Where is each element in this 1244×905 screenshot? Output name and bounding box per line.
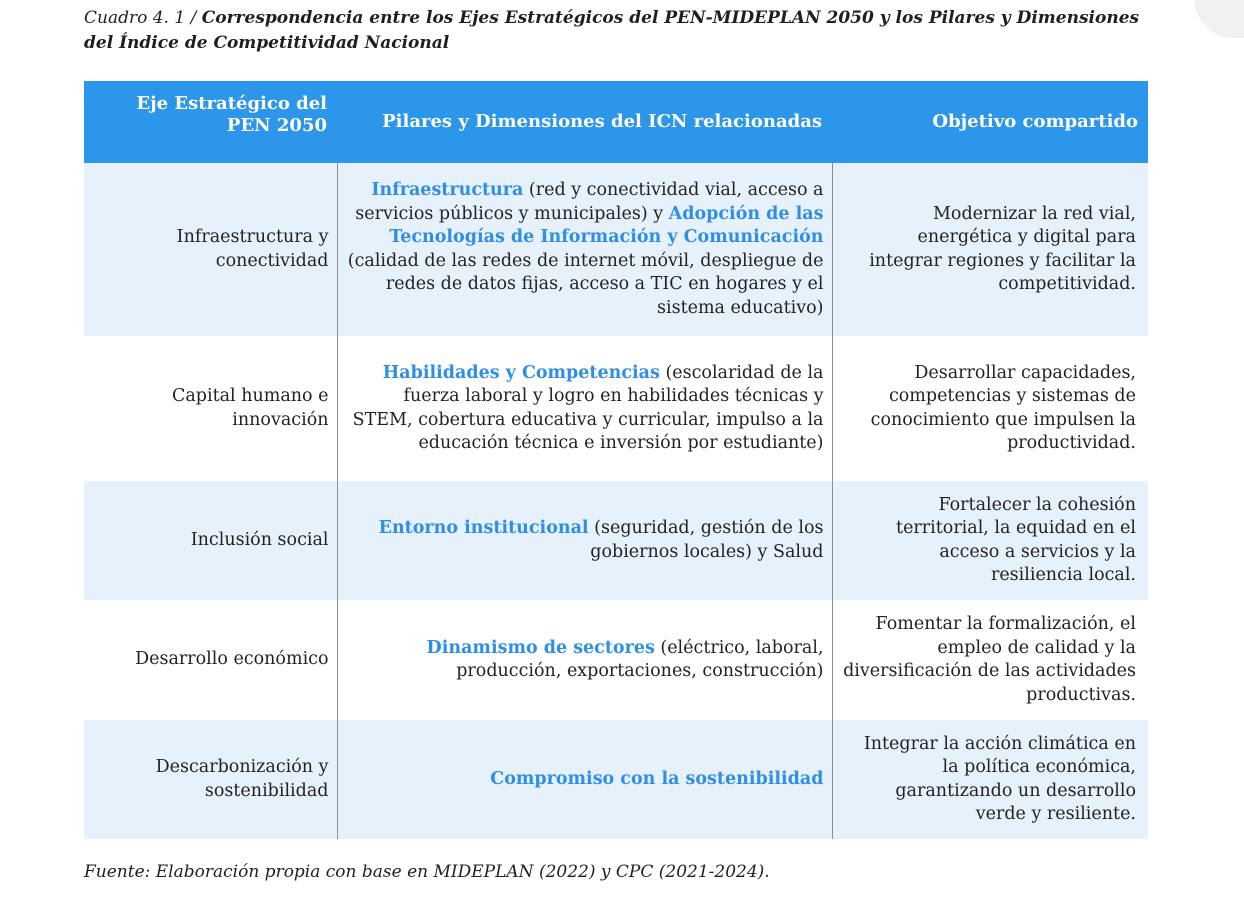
pillars-cell [337, 163, 832, 336]
table-header [84, 81, 1148, 163]
objective-cell: Integrar la acción climática en la política económica, garantizando un desarrollo verde y resiliente. [832, 720, 1148, 839]
pillar-highlight: Habilidades y Competencias [382, 362, 660, 383]
header-pillars: Pilares y Dimensiones del ICN relacionadas [337, 81, 832, 163]
pillars-cell [337, 600, 832, 720]
objective-cell: Desarrollar capacidades, competencias y sistemas de conocimiento que impulsen la productividad. [832, 336, 1148, 481]
objective-cell: Modernizar la red vial, energética y digital para integrar regiones y facilitar la competitividad. [832, 163, 1148, 336]
caption-prefix: Cuadro 4. 1 / [84, 8, 202, 28]
axis-cell: Infraestructura y conectividad [84, 163, 337, 336]
pillar-highlight: Adopción de las Tecnologías de Información y Comunicación [389, 203, 824, 247]
pillars-cell [337, 481, 832, 600]
header-objective: Objetivo compartido [832, 81, 1148, 163]
table-row [84, 720, 1148, 839]
header-row [84, 81, 1148, 163]
table-row [84, 481, 1148, 600]
header-axis: Eje Estratégico del PEN 2050 [84, 81, 337, 163]
table-caption [84, 6, 1154, 56]
source-note: Fuente: Elaboración propia con base en MIDEPLAN (2022) y CPC (2021-2024). [84, 862, 770, 882]
pillar-highlight: Dinamismo de sectores [426, 637, 655, 658]
pillar-highlight: Compromiso con la sostenibilidad [490, 768, 824, 789]
pillars-cell [337, 336, 832, 481]
objective-cell: Fomentar la formalización, el empleo de calidad y la diversificación de las actividades productivas. [832, 600, 1148, 720]
pillar-detail: (escolaridad de la fuerza laboral y logro en habilidades técnicas y STEM, cobertura educativa y curricular, impulso a la educación técnica e inversión por estudiante) [352, 362, 824, 453]
caption-title: Correspondencia entre los Ejes Estratégicos del PEN-MIDEPLAN 2050 y los Pilares y Dimensiones del Índice de Competitividad Nacional [84, 8, 1140, 53]
pillar-highlight: Infraestructura [371, 180, 524, 200]
correspondence-table [84, 81, 1148, 839]
pillar-detail: (seguridad, gestión de los gobiernos locales) y Salud [588, 518, 824, 562]
axis-cell: Capital humano e innovación [84, 336, 337, 481]
corner-decoration [1194, 0, 1244, 38]
table-row [84, 600, 1148, 720]
pillar-detail: (red y conectividad vial, acceso a servicios públicos y municipales) y [355, 180, 824, 224]
pillar-detail: (eléctrico, laboral, producción, exportaciones, construcción) [456, 637, 824, 681]
objective-cell: Fortalecer la cohesión territorial, la equidad en el acceso a servicios y la resiliencia local. [832, 481, 1148, 600]
pillars-cell [337, 720, 832, 839]
table-body [84, 163, 1148, 839]
pillar-highlight: Entorno institucional [378, 518, 589, 538]
table-row [84, 336, 1148, 481]
axis-cell: Inclusión social [84, 481, 337, 600]
axis-cell: Desarrollo económico [84, 600, 337, 720]
pillar-detail: (calidad de las redes de internet móvil, despliegue de redes de datos fijas, acceso a TIC en hogares y el sistema educativo) [347, 250, 824, 318]
table-row [84, 163, 1148, 336]
axis-cell: Descarbonización y sostenibilidad [84, 720, 337, 839]
